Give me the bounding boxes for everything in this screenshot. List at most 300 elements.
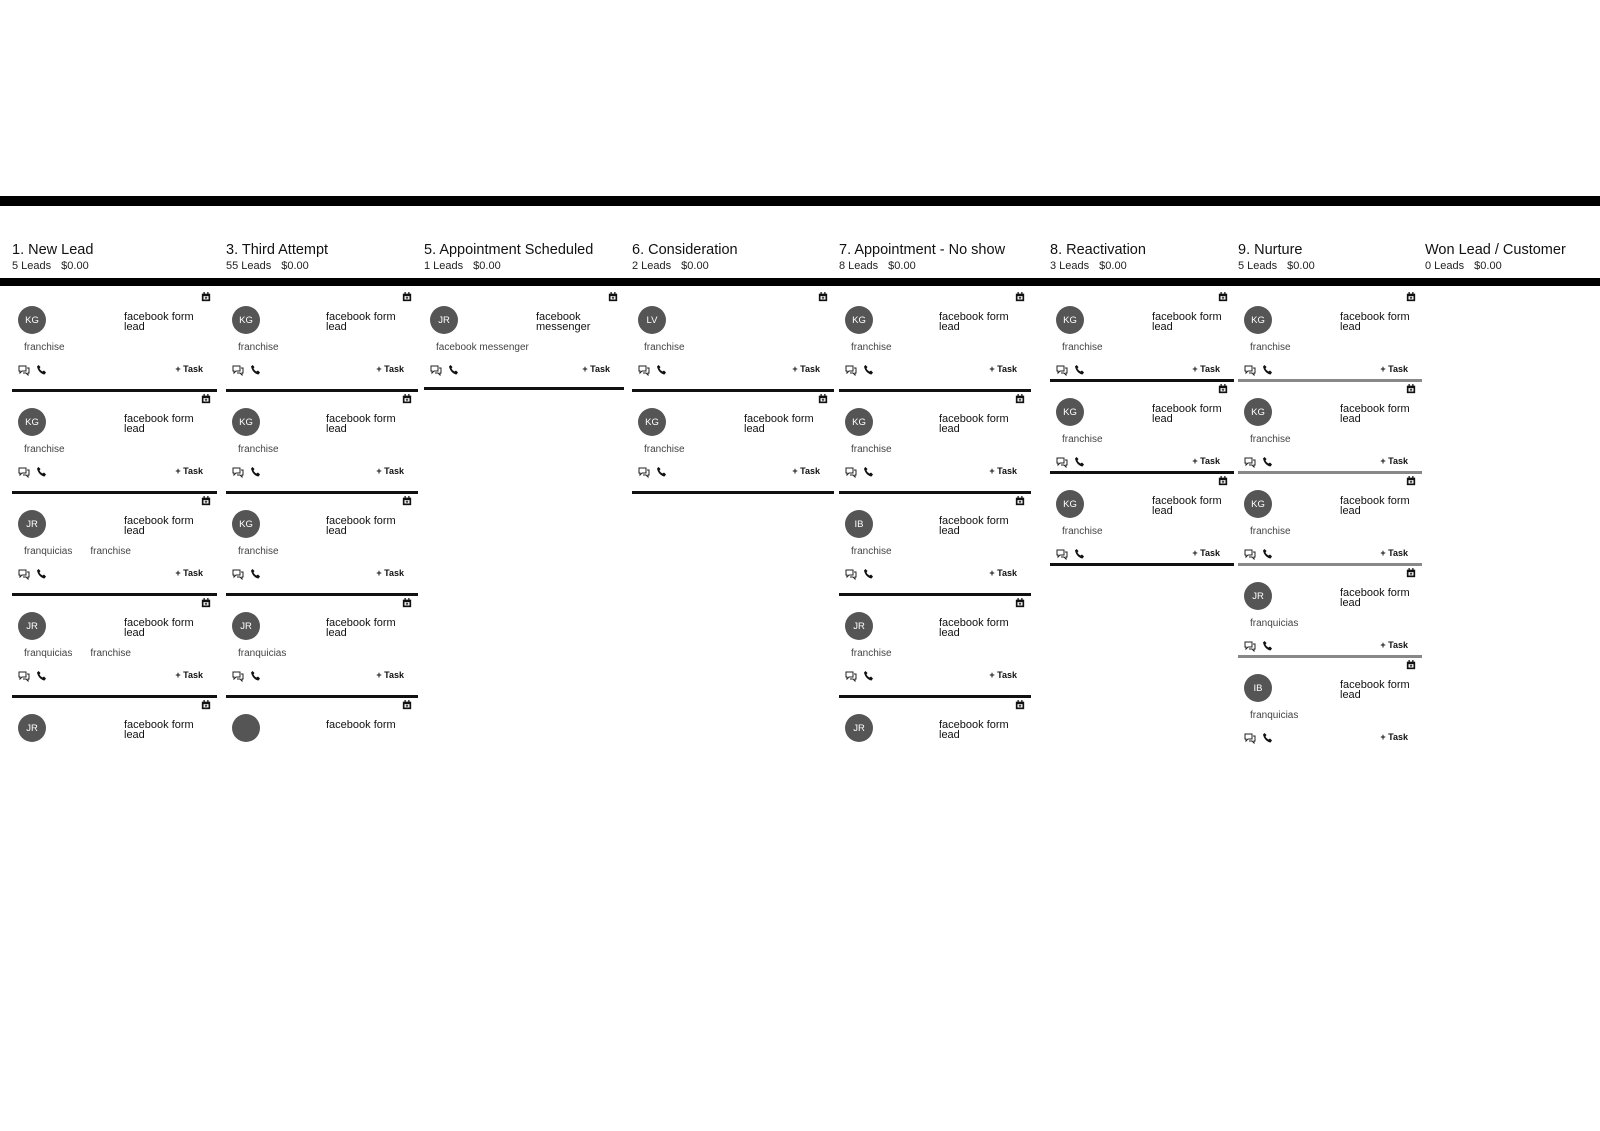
lead-source: facebook form lead bbox=[124, 413, 194, 435]
avatar[interactable]: JR bbox=[845, 612, 873, 640]
lead-tags bbox=[1062, 342, 1121, 353]
message-icon[interactable] bbox=[845, 670, 857, 682]
lead-amount: $0.00 bbox=[681, 260, 709, 272]
column-cards bbox=[424, 290, 624, 390]
lead-tag: franquicias bbox=[1250, 710, 1299, 721]
add-task-button[interactable]: + Task bbox=[175, 568, 203, 578]
lead-card[interactable] bbox=[12, 596, 217, 698]
phone-icon[interactable] bbox=[448, 364, 460, 376]
message-icon[interactable] bbox=[18, 364, 30, 376]
lead-count: 0 Leads bbox=[1425, 260, 1465, 272]
add-task-button[interactable]: + Task bbox=[1192, 548, 1220, 558]
add-task-button[interactable]: + Task bbox=[989, 568, 1017, 578]
lead-source: facebook form lead bbox=[1340, 495, 1410, 517]
lead-source: facebook form lead bbox=[1340, 679, 1410, 701]
avatar[interactable] bbox=[232, 714, 260, 742]
calendar-add-icon[interactable] bbox=[818, 394, 828, 404]
phone-icon[interactable] bbox=[1262, 364, 1274, 376]
lead-tag: franchise bbox=[238, 444, 279, 455]
avatar[interactable]: KG bbox=[845, 306, 873, 334]
pipeline-column bbox=[1425, 230, 1595, 745]
calendar-add-icon[interactable] bbox=[402, 598, 412, 608]
avatar[interactable]: KG bbox=[232, 306, 260, 334]
column-cards bbox=[632, 290, 834, 494]
message-icon[interactable] bbox=[1244, 640, 1256, 652]
message-icon[interactable] bbox=[232, 568, 244, 580]
add-task-button[interactable]: + Task bbox=[582, 364, 610, 374]
avatar[interactable]: KG bbox=[1244, 490, 1272, 518]
calendar-add-icon[interactable] bbox=[402, 292, 412, 302]
phone-icon[interactable] bbox=[250, 670, 262, 682]
lead-count: 8 Leads bbox=[839, 260, 879, 272]
message-icon[interactable] bbox=[1244, 456, 1256, 468]
lead-source: facebook form lead bbox=[326, 311, 396, 333]
lead-tags bbox=[24, 444, 83, 455]
lead-tags bbox=[644, 444, 703, 455]
column-cards bbox=[226, 290, 418, 745]
message-icon[interactable] bbox=[1244, 364, 1256, 376]
avatar[interactable]: KG bbox=[232, 408, 260, 436]
calendar-add-icon[interactable] bbox=[201, 292, 211, 302]
column-summary bbox=[226, 260, 418, 272]
column-summary bbox=[839, 260, 1031, 272]
lead-source: facebook form lead bbox=[1340, 311, 1410, 333]
phone-icon[interactable] bbox=[250, 466, 262, 478]
calendar-add-icon[interactable] bbox=[201, 598, 211, 608]
lead-card[interactable] bbox=[839, 494, 1031, 596]
lead-card[interactable] bbox=[1238, 290, 1422, 382]
lead-count: 5 Leads bbox=[1238, 260, 1278, 272]
card-actions bbox=[638, 466, 668, 478]
lead-tags bbox=[851, 648, 910, 659]
lead-tag: franchise bbox=[24, 342, 65, 353]
calendar-add-icon[interactable] bbox=[1406, 476, 1416, 486]
lead-tag: franchise bbox=[1250, 342, 1291, 353]
lead-amount: $0.00 bbox=[281, 260, 309, 272]
lead-count: 55 Leads bbox=[226, 260, 272, 272]
phone-icon[interactable] bbox=[863, 466, 875, 478]
lead-source: facebook form lead bbox=[939, 719, 1009, 741]
lead-tags bbox=[1250, 618, 1316, 629]
calendar-add-icon[interactable] bbox=[1406, 384, 1416, 394]
avatar[interactable]: KG bbox=[1056, 490, 1084, 518]
add-task-button[interactable]: + Task bbox=[175, 670, 203, 680]
calendar-add-icon[interactable] bbox=[1218, 384, 1228, 394]
message-icon[interactable] bbox=[232, 670, 244, 682]
lead-amount: $0.00 bbox=[888, 260, 916, 272]
lead-tag: franchise bbox=[238, 342, 279, 353]
lead-source: facebook form lead bbox=[326, 515, 396, 537]
add-task-button[interactable]: + Task bbox=[792, 466, 820, 476]
pipeline-column bbox=[1238, 230, 1422, 745]
lead-tag: franchise bbox=[644, 444, 685, 455]
lead-tag: franchise bbox=[238, 546, 279, 557]
message-icon[interactable] bbox=[845, 568, 857, 580]
avatar[interactable]: KG bbox=[1244, 306, 1272, 334]
add-task-button[interactable]: + Task bbox=[1380, 640, 1408, 650]
lead-tags bbox=[238, 342, 297, 353]
avatar[interactable]: JR bbox=[232, 612, 260, 640]
card-actions bbox=[232, 568, 262, 580]
lead-source: facebook form lead bbox=[939, 311, 1009, 333]
pipeline-board bbox=[0, 230, 1600, 745]
lead-card[interactable] bbox=[1238, 658, 1422, 745]
add-task-button[interactable]: + Task bbox=[376, 568, 404, 578]
lead-tag: franquicias bbox=[1250, 618, 1299, 629]
avatar[interactable]: KG bbox=[1056, 398, 1084, 426]
avatar[interactable]: KG bbox=[1244, 398, 1272, 426]
calendar-add-icon[interactable] bbox=[1406, 568, 1416, 578]
lead-tags bbox=[1250, 526, 1309, 537]
lead-tags bbox=[24, 648, 149, 659]
card-actions bbox=[1244, 640, 1274, 652]
card-actions bbox=[232, 466, 262, 478]
avatar[interactable]: KG bbox=[232, 510, 260, 538]
add-task-button[interactable]: + Task bbox=[989, 670, 1017, 680]
lead-tags bbox=[851, 546, 910, 557]
lead-card[interactable] bbox=[1050, 382, 1234, 474]
lead-tag: franchise bbox=[24, 444, 65, 455]
column-cards bbox=[839, 290, 1031, 745]
card-actions bbox=[1056, 548, 1086, 560]
lead-source: facebook form lead bbox=[1152, 311, 1222, 333]
card-actions bbox=[1056, 456, 1086, 468]
lead-tags bbox=[238, 444, 297, 455]
column-header bbox=[424, 242, 624, 290]
phone-icon[interactable] bbox=[863, 568, 875, 580]
lead-source: facebook messenger bbox=[536, 311, 591, 333]
lead-card[interactable] bbox=[1238, 474, 1422, 566]
lead-tag: franchise bbox=[1062, 434, 1103, 445]
avatar[interactable]: KG bbox=[845, 408, 873, 436]
lead-tag: franchise bbox=[851, 546, 892, 557]
calendar-add-icon[interactable] bbox=[201, 394, 211, 404]
lead-card[interactable] bbox=[839, 596, 1031, 698]
add-task-button[interactable]: + Task bbox=[376, 670, 404, 680]
add-task-button[interactable]: + Task bbox=[989, 364, 1017, 374]
message-icon[interactable] bbox=[232, 466, 244, 478]
lead-source: facebook form lead bbox=[124, 617, 194, 639]
phone-icon[interactable] bbox=[36, 568, 48, 580]
lead-card[interactable] bbox=[839, 392, 1031, 494]
message-icon[interactable] bbox=[430, 364, 442, 376]
calendar-add-icon[interactable] bbox=[402, 394, 412, 404]
lead-tags bbox=[238, 648, 304, 659]
lead-tags bbox=[24, 342, 83, 353]
lead-tags bbox=[851, 342, 910, 353]
lead-source: facebook form lead bbox=[1340, 403, 1410, 425]
avatar[interactable]: KG bbox=[638, 408, 666, 436]
column-title: Won Lead / Customer bbox=[1425, 242, 1566, 258]
pipeline-column bbox=[839, 230, 1031, 745]
message-icon[interactable] bbox=[18, 670, 30, 682]
lead-tag: franchise bbox=[90, 546, 131, 557]
phone-icon[interactable] bbox=[1262, 456, 1274, 468]
card-actions bbox=[18, 466, 48, 478]
message-icon[interactable] bbox=[232, 364, 244, 376]
card-actions bbox=[232, 670, 262, 682]
column-title: 3. Third Attempt bbox=[226, 242, 329, 258]
add-task-button[interactable]: + Task bbox=[1380, 732, 1408, 742]
lead-source: facebook form bbox=[326, 719, 396, 731]
calendar-add-icon[interactable] bbox=[1015, 496, 1025, 506]
column-summary bbox=[1425, 260, 1595, 272]
avatar[interactable]: KG bbox=[1056, 306, 1084, 334]
column-title: 5. Appointment Scheduled bbox=[424, 242, 594, 258]
lead-source: facebook form lead bbox=[124, 719, 194, 741]
lead-source: facebook form lead bbox=[326, 413, 396, 435]
add-task-button[interactable]: + Task bbox=[175, 364, 203, 374]
card-actions bbox=[1244, 732, 1274, 744]
card-actions bbox=[430, 364, 460, 376]
lead-source: facebook form lead bbox=[1152, 403, 1222, 425]
card-actions bbox=[1244, 548, 1274, 560]
lead-card[interactable] bbox=[12, 698, 217, 745]
lead-amount: $0.00 bbox=[473, 260, 501, 272]
card-actions bbox=[232, 364, 262, 376]
lead-card[interactable] bbox=[12, 290, 217, 392]
phone-icon[interactable] bbox=[36, 670, 48, 682]
column-summary bbox=[1050, 260, 1234, 272]
lead-card[interactable] bbox=[12, 494, 217, 596]
column-summary bbox=[12, 260, 217, 272]
calendar-add-icon[interactable] bbox=[1015, 394, 1025, 404]
lead-card[interactable] bbox=[226, 596, 418, 698]
lead-card[interactable] bbox=[1238, 566, 1422, 658]
lead-card[interactable] bbox=[1050, 290, 1234, 382]
phone-icon[interactable] bbox=[656, 364, 668, 376]
calendar-add-icon[interactable] bbox=[1218, 292, 1228, 302]
column-summary bbox=[424, 260, 624, 272]
lead-card[interactable] bbox=[226, 494, 418, 596]
lead-tag: franchise bbox=[1062, 526, 1103, 537]
lead-tags bbox=[1062, 434, 1121, 445]
card-actions bbox=[1244, 456, 1274, 468]
lead-source: facebook form lead bbox=[1340, 587, 1410, 609]
column-summary bbox=[1238, 260, 1422, 272]
calendar-add-icon[interactable] bbox=[402, 496, 412, 506]
lead-source: facebook form lead bbox=[939, 515, 1009, 537]
lead-tags bbox=[1062, 526, 1121, 537]
message-icon[interactable] bbox=[18, 568, 30, 580]
message-icon[interactable] bbox=[1244, 732, 1256, 744]
message-icon[interactable] bbox=[845, 364, 857, 376]
avatar[interactable]: JR bbox=[430, 306, 458, 334]
lead-tags bbox=[1250, 342, 1309, 353]
lead-tag: franchise bbox=[1250, 526, 1291, 537]
phone-icon[interactable] bbox=[250, 364, 262, 376]
column-header bbox=[1238, 242, 1422, 290]
column-title: 8. Reactivation bbox=[1050, 242, 1146, 258]
pipeline-column bbox=[1050, 230, 1234, 745]
calendar-add-icon[interactable] bbox=[201, 700, 211, 710]
card-actions bbox=[845, 364, 875, 376]
message-icon[interactable] bbox=[638, 364, 650, 376]
phone-icon[interactable] bbox=[1262, 732, 1274, 744]
column-cards bbox=[1238, 290, 1422, 745]
add-task-button[interactable]: + Task bbox=[376, 466, 404, 476]
card-actions bbox=[845, 568, 875, 580]
lead-tags bbox=[644, 342, 703, 353]
avatar[interactable]: IB bbox=[1244, 674, 1272, 702]
card-actions bbox=[18, 364, 48, 376]
lead-tag: franchise bbox=[1062, 342, 1103, 353]
lead-tag: franquicias bbox=[24, 546, 73, 557]
message-icon[interactable] bbox=[1056, 456, 1068, 468]
lead-card[interactable] bbox=[1238, 382, 1422, 474]
column-title: 9. Nurture bbox=[1238, 242, 1303, 258]
message-icon[interactable] bbox=[1056, 364, 1068, 376]
lead-tag: franchise bbox=[851, 648, 892, 659]
column-title: 6. Consideration bbox=[632, 242, 738, 258]
lead-count: 2 Leads bbox=[632, 260, 672, 272]
lead-source: facebook form lead bbox=[1152, 495, 1222, 517]
avatar[interactable]: LV bbox=[638, 306, 666, 334]
card-actions bbox=[18, 568, 48, 580]
phone-icon[interactable] bbox=[36, 466, 48, 478]
lead-amount: $0.00 bbox=[1287, 260, 1315, 272]
lead-card[interactable] bbox=[226, 698, 418, 745]
calendar-add-icon[interactable] bbox=[608, 292, 618, 302]
phone-icon[interactable] bbox=[1262, 640, 1274, 652]
lead-tag: franchise bbox=[851, 444, 892, 455]
lead-count: 3 Leads bbox=[1050, 260, 1090, 272]
lead-source: facebook form lead bbox=[939, 413, 1009, 435]
lead-source: facebook form lead bbox=[744, 413, 814, 435]
phone-icon[interactable] bbox=[1262, 548, 1274, 560]
lead-tag: facebook messenger bbox=[436, 342, 529, 353]
lead-amount: $0.00 bbox=[1099, 260, 1127, 272]
avatar[interactable]: JR bbox=[18, 612, 46, 640]
add-task-button[interactable]: + Task bbox=[1192, 364, 1220, 374]
avatar[interactable]: KG bbox=[18, 306, 46, 334]
calendar-add-icon[interactable] bbox=[402, 700, 412, 710]
column-header bbox=[12, 242, 217, 290]
card-actions bbox=[1056, 364, 1086, 376]
calendar-add-icon[interactable] bbox=[1406, 292, 1416, 302]
top-divider bbox=[0, 196, 1600, 206]
lead-count: 1 Leads bbox=[424, 260, 464, 272]
lead-tag: franchise bbox=[1250, 434, 1291, 445]
phone-icon[interactable] bbox=[250, 568, 262, 580]
lead-card[interactable] bbox=[839, 290, 1031, 392]
calendar-add-icon[interactable] bbox=[1406, 660, 1416, 670]
column-header bbox=[226, 242, 418, 290]
phone-icon[interactable] bbox=[1074, 364, 1086, 376]
lead-tag: franquicias bbox=[24, 648, 73, 659]
add-task-button[interactable]: + Task bbox=[1380, 364, 1408, 374]
lead-amount: $0.00 bbox=[61, 260, 89, 272]
card-actions bbox=[638, 364, 668, 376]
column-cards bbox=[1050, 290, 1234, 566]
lead-tags bbox=[1250, 710, 1316, 721]
message-icon[interactable] bbox=[1056, 548, 1068, 560]
phone-icon[interactable] bbox=[656, 466, 668, 478]
lead-count: 5 Leads bbox=[12, 260, 52, 272]
pipeline-column bbox=[12, 230, 217, 745]
lead-tags bbox=[1250, 434, 1309, 445]
lead-card[interactable] bbox=[12, 392, 217, 494]
message-icon[interactable] bbox=[18, 466, 30, 478]
add-task-button[interactable]: + Task bbox=[1380, 456, 1408, 466]
avatar[interactable]: KG bbox=[18, 408, 46, 436]
card-actions bbox=[845, 466, 875, 478]
calendar-add-icon[interactable] bbox=[1015, 598, 1025, 608]
calendar-add-icon[interactable] bbox=[818, 292, 828, 302]
phone-icon[interactable] bbox=[863, 364, 875, 376]
lead-card[interactable] bbox=[226, 290, 418, 392]
lead-tags bbox=[24, 546, 149, 557]
lead-card[interactable] bbox=[1050, 474, 1234, 566]
add-task-button[interactable]: + Task bbox=[1380, 548, 1408, 558]
lead-tag: franchise bbox=[851, 342, 892, 353]
add-task-button[interactable]: + Task bbox=[1192, 456, 1220, 466]
card-actions bbox=[18, 670, 48, 682]
avatar[interactable]: JR bbox=[18, 714, 46, 742]
lead-tag: franchise bbox=[90, 648, 131, 659]
lead-tags bbox=[851, 444, 910, 455]
column-header bbox=[1425, 242, 1595, 290]
add-task-button[interactable]: + Task bbox=[376, 364, 404, 374]
lead-card[interactable] bbox=[424, 290, 624, 390]
lead-tags bbox=[238, 546, 297, 557]
avatar[interactable]: JR bbox=[845, 714, 873, 742]
avatar[interactable]: JR bbox=[1244, 582, 1272, 610]
lead-tags bbox=[436, 342, 547, 353]
column-header bbox=[839, 242, 1031, 290]
lead-tag: franquicias bbox=[238, 648, 287, 659]
phone-icon[interactable] bbox=[1074, 456, 1086, 468]
column-cards bbox=[12, 290, 217, 745]
message-icon[interactable] bbox=[1244, 548, 1256, 560]
lead-source: facebook form lead bbox=[124, 515, 194, 537]
lead-card[interactable] bbox=[632, 392, 834, 494]
phone-icon[interactable] bbox=[1074, 548, 1086, 560]
card-actions bbox=[845, 670, 875, 682]
pipeline-column bbox=[226, 230, 418, 745]
phone-icon[interactable] bbox=[36, 364, 48, 376]
lead-amount: $0.00 bbox=[1474, 260, 1502, 272]
calendar-add-icon[interactable] bbox=[1015, 700, 1025, 710]
lead-source: facebook form lead bbox=[124, 311, 194, 333]
pipeline-column bbox=[632, 230, 834, 745]
column-summary bbox=[632, 260, 834, 272]
column-header bbox=[1050, 242, 1234, 290]
column-header bbox=[632, 242, 834, 290]
lead-tag: franchise bbox=[644, 342, 685, 353]
calendar-add-icon[interactable] bbox=[1218, 476, 1228, 486]
add-task-button[interactable]: + Task bbox=[792, 364, 820, 374]
message-icon[interactable] bbox=[845, 466, 857, 478]
calendar-add-icon[interactable] bbox=[1015, 292, 1025, 302]
lead-card[interactable] bbox=[226, 392, 418, 494]
card-actions bbox=[1244, 364, 1274, 376]
message-icon[interactable] bbox=[638, 466, 650, 478]
lead-source: facebook form lead bbox=[326, 617, 396, 639]
add-task-button[interactable]: + Task bbox=[175, 466, 203, 476]
lead-card[interactable] bbox=[839, 698, 1031, 745]
lead-card[interactable] bbox=[632, 290, 834, 392]
pipeline-column bbox=[424, 230, 624, 745]
avatar[interactable]: IB bbox=[845, 510, 873, 538]
column-title: 7. Appointment - No show bbox=[839, 242, 1006, 258]
phone-icon[interactable] bbox=[863, 670, 875, 682]
avatar[interactable]: JR bbox=[18, 510, 46, 538]
lead-source: facebook form lead bbox=[939, 617, 1009, 639]
calendar-add-icon[interactable] bbox=[201, 496, 211, 506]
add-task-button[interactable]: + Task bbox=[989, 466, 1017, 476]
column-title: 1. New Lead bbox=[12, 242, 94, 258]
